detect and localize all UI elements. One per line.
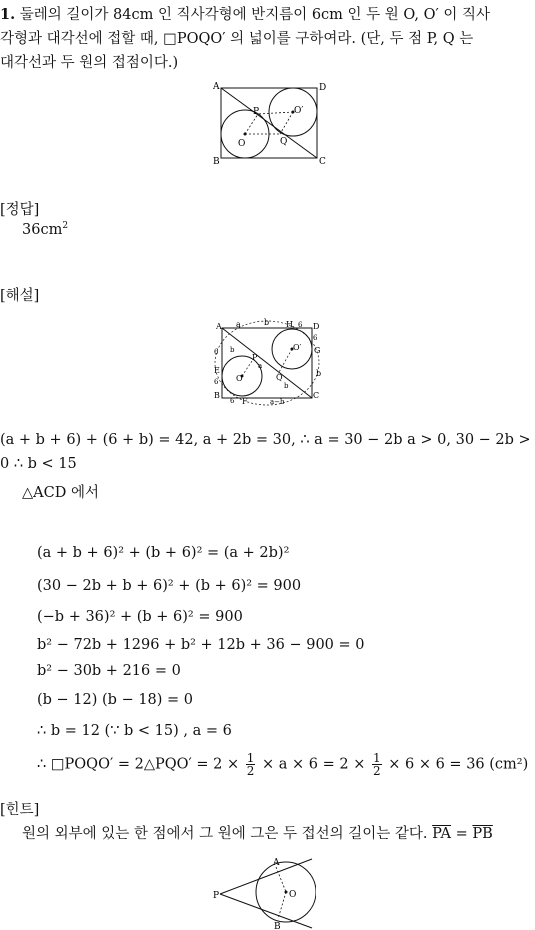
sol-label-b-diag: b (230, 346, 235, 354)
problem-line-3: 대각선과 두 원의 접점이다.) (0, 55, 179, 71)
label-B: B (213, 157, 220, 167)
sol-label-O: O (236, 374, 243, 383)
hint-label-P: P (213, 891, 220, 901)
sol-label-b-mid: b (284, 382, 289, 390)
equation-4: b² − 72b + 1296 + b² + 12b + 36 − 900 = 0 (37, 637, 365, 653)
fraction-half-1: $\frac{1}{2}$ (246, 751, 255, 778)
sol-label-a-diag: a (258, 362, 263, 370)
equation-3: (−b + 36)² + (b + 6)² = 900 (37, 609, 243, 625)
answer-heading: [정답] (0, 202, 40, 218)
solution-line-1: (a + b + 6) + (6 + b) = 42, a + 2b = 30, ∴ a = 30 − 2b a > 0, 30 − 2b > (0, 432, 531, 448)
hint-label-O: O (289, 890, 297, 900)
sol-label-A: A (216, 322, 222, 331)
answer-value: $36cm^2$ (22, 221, 69, 238)
sol-label-P: P (252, 353, 258, 362)
sol-label-6-top: 6 (298, 321, 303, 329)
label-P: P (253, 107, 260, 117)
equation-8 (37, 752, 528, 777)
label-O-prime: O′ (294, 106, 304, 116)
sol-label-a-minus-b: a−b (270, 398, 285, 406)
label-O: O (238, 139, 246, 149)
label-Q: Q (280, 137, 288, 147)
sol-label-Q: Q (276, 373, 283, 382)
problem-statement (0, 3, 533, 75)
label-C: C (319, 157, 326, 167)
problem-number: 1. (0, 6, 16, 23)
sol-label-6-left2: 6 (214, 378, 219, 386)
segment-PB: $\overline{PB}$ (472, 826, 493, 842)
problem-line-2: 각형과 대각선에 접할 때, □POQO′ 의 넓이를 구하여라. (단, 두 점 P, Q 는 (0, 31, 474, 47)
problem-line-1 (0, 3, 533, 27)
sol-label-O-prime: O′ (293, 343, 302, 352)
hint-label-B: B (274, 922, 281, 930)
hint-sentence: 원의 외부에 있는 한 점에서 그 원에 그은 두 접선의 길이는 같다. (22, 826, 428, 842)
equation-2: (30 − 2b + b + 6)² + (b + 6)² = 900 (37, 578, 302, 594)
sol-label-6-bottom: 6 (230, 397, 235, 405)
solution-heading: [해설] (0, 288, 40, 304)
figure-solution-diagram (208, 316, 328, 406)
segment-PA: $\overline{PA}$ (432, 826, 451, 842)
hint-text (22, 822, 493, 843)
sol-label-C: C (313, 391, 320, 400)
equation-1: (a + b + 6)² + (b + 6)² = (a + 2b)² (37, 545, 290, 561)
problem-text-1: 둘레의 길이가 84cm 인 직사각형에 반지름이 6cm 인 두 원 O, O′ 이 직사 (19, 7, 491, 23)
sol-label-6-right: 6 (313, 334, 318, 342)
hint-label-A: A (273, 858, 280, 868)
sol-label-b-top: b (264, 318, 270, 327)
hint-heading: [힌트] (0, 802, 40, 818)
sol-label-6-left: 6 (214, 348, 219, 356)
sol-label-H: H (286, 320, 293, 329)
equation-7: ∴ b = 12 (∵ b < 15) , a = 6 (37, 723, 232, 739)
equation-8-mid: × a × 6 = 2 × (262, 756, 366, 773)
sol-label-D: D (313, 322, 320, 331)
equals-sign: = (451, 826, 473, 842)
sol-label-b-right: b (316, 369, 322, 378)
sol-label-E: E (214, 366, 220, 375)
fraction-half-2: $\frac{1}{2}$ (373, 751, 381, 778)
sol-label-F: F (242, 397, 248, 406)
solution-line-3: △ACD 에서 (22, 485, 99, 501)
equation-6: (b − 12) (b − 18) = 0 (37, 692, 194, 708)
label-D: D (319, 83, 327, 93)
equation-5: b² − 30b + 216 = 0 (37, 663, 181, 679)
figure-rectangle-circles (210, 80, 330, 168)
sol-label-a-top: a (236, 320, 241, 329)
label-A: A (213, 82, 220, 92)
sol-label-B: B (214, 391, 220, 400)
equation-8-left: ∴ □POQO′ = 2△PQO′ = 2 × (37, 756, 240, 773)
solution-line-2: 0 ∴ b < 15 (0, 456, 77, 472)
sol-label-G: G (314, 346, 321, 355)
equation-8-right: × 6 × 6 = 36 (cm²) (388, 756, 529, 773)
figure-tangent-lines (212, 855, 316, 930)
